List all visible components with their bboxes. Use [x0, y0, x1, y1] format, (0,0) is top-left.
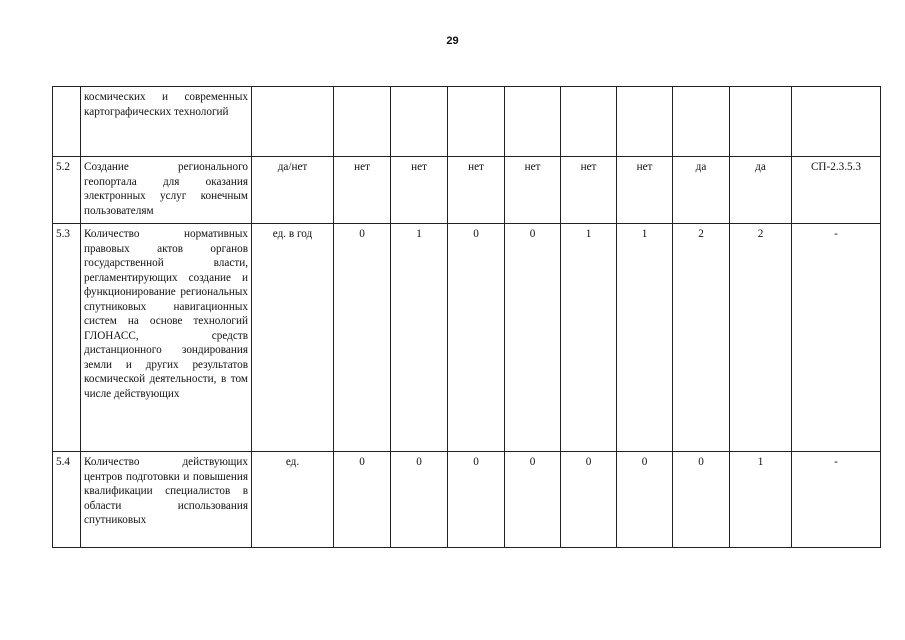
value-cell: нет — [617, 157, 673, 224]
value-cell — [673, 87, 730, 157]
value-cell: 0 — [334, 224, 391, 452]
value-cell: 1 — [617, 224, 673, 452]
value-cell — [448, 87, 505, 157]
unit-cell: да/нет — [252, 157, 334, 224]
reference-cell: СП-2.3.5.3 — [792, 157, 881, 224]
value-cell: да — [673, 157, 730, 224]
value-cell — [391, 87, 448, 157]
unit-cell — [252, 87, 334, 157]
value-cell: 1 — [730, 452, 792, 548]
value-cell — [505, 87, 561, 157]
value-cell: 2 — [673, 224, 730, 452]
table-row — [53, 224, 881, 452]
value-cell: 0 — [673, 452, 730, 548]
value-cell — [334, 87, 391, 157]
row-number: 5.3 — [53, 224, 81, 452]
value-cell: 0 — [505, 224, 561, 452]
value-cell: 1 — [561, 224, 617, 452]
row-number: 5.2 — [53, 157, 81, 224]
value-cell: 0 — [617, 452, 673, 548]
indicator-name: Создание регионального геопортала для оказания электронных услуг конечным пользователям — [81, 157, 252, 224]
value-cell: нет — [561, 157, 617, 224]
page-number: 29 — [446, 35, 459, 47]
value-cell: 0 — [391, 452, 448, 548]
value-cell: нет — [448, 157, 505, 224]
value-cell: 0 — [334, 452, 391, 548]
table-row — [53, 87, 881, 157]
value-cell: да — [730, 157, 792, 224]
reference-cell — [792, 87, 881, 157]
unit-cell: ед. — [252, 452, 334, 548]
value-cell: 0 — [448, 224, 505, 452]
row-number — [53, 87, 81, 157]
table-row — [53, 452, 881, 548]
reference-cell: - — [792, 452, 881, 548]
value-cell — [617, 87, 673, 157]
value-cell: 1 — [391, 224, 448, 452]
reference-cell: - — [792, 224, 881, 452]
row-number: 5.4 — [53, 452, 81, 548]
value-cell: 0 — [561, 452, 617, 548]
indicator-name: космических и современных картографических технологий — [81, 87, 252, 157]
indicator-name: Количество действующих центров подготовки и повышения квалификации специалистов в области использования спутниковых — [81, 452, 252, 548]
indicator-table — [52, 86, 881, 548]
value-cell — [561, 87, 617, 157]
value-cell: 2 — [730, 224, 792, 452]
value-cell: нет — [505, 157, 561, 224]
value-cell — [730, 87, 792, 157]
value-cell: нет — [334, 157, 391, 224]
value-cell: нет — [391, 157, 448, 224]
value-cell: 0 — [505, 452, 561, 548]
value-cell: 0 — [448, 452, 505, 548]
indicator-name: Количество нормативных правовых актов органов государственной власти, регламентирующих создание и функционирование региональных спутниковых навигационных систем на основе технологий ГЛОНАСС, средств дистанционного зондирования земли и других результатов космической деятельности, в том числе действующих — [81, 224, 252, 452]
unit-cell: ед. в год — [252, 224, 334, 452]
table-row — [53, 157, 881, 224]
